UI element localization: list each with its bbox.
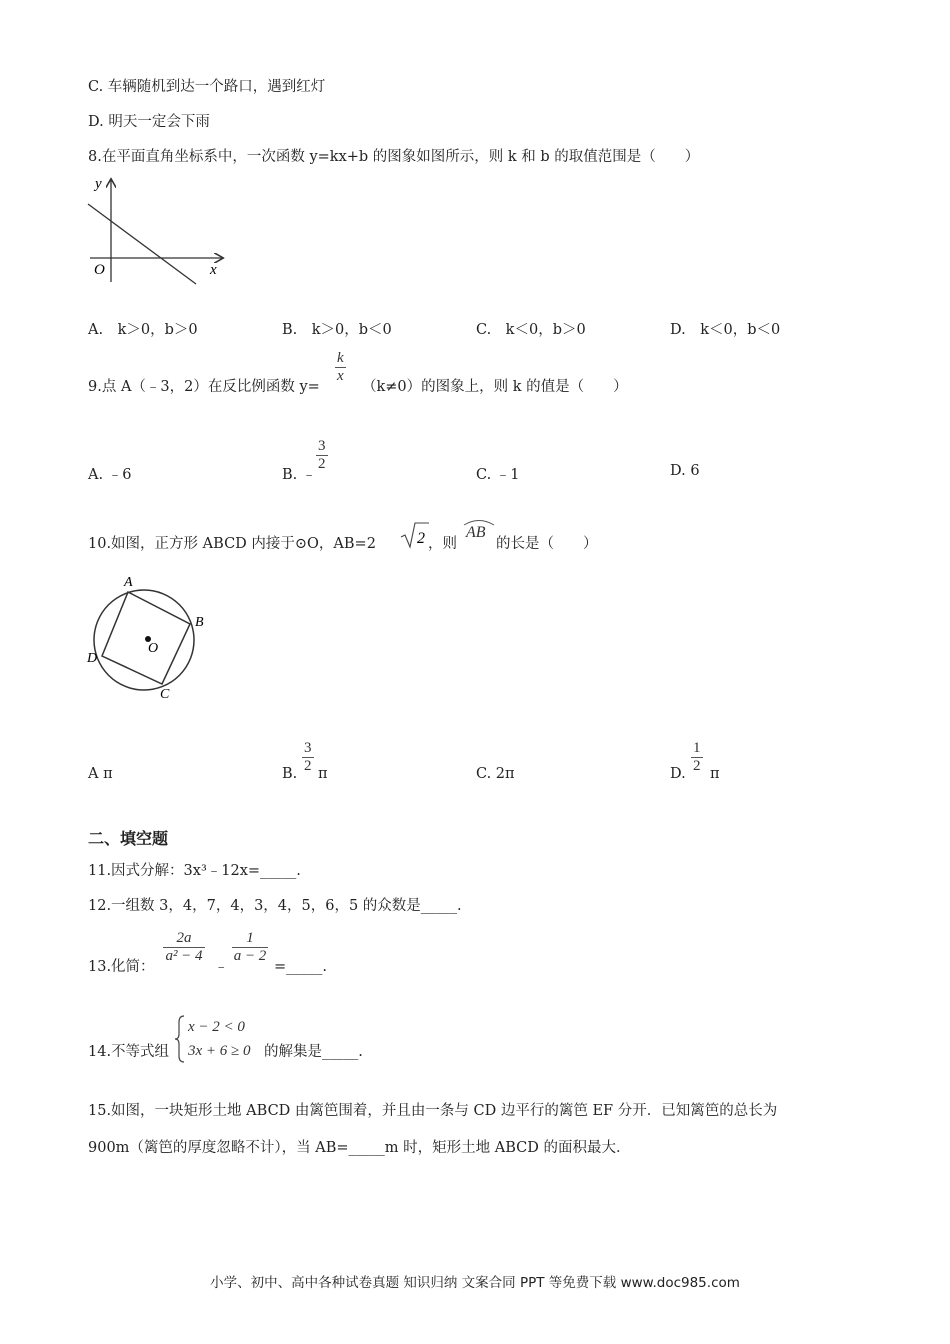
q10-option-d-suffix: π: [710, 766, 720, 782]
q10-option-b-prefix: B.: [282, 766, 298, 782]
q10-option-d-fraction: [691, 740, 703, 775]
option-d-text: D. 明天一定会下雨: [88, 114, 210, 130]
label-b: B: [195, 615, 204, 630]
question-10-prefix: 10.如图，正方形 ABCD 内接于⊙O，AB=2: [88, 536, 376, 552]
q10-option-b-numerator: 3: [304, 740, 312, 756]
question-10-suffix: 的长是（ ）: [496, 536, 598, 552]
q10-option-d-prefix: D.: [670, 766, 686, 782]
figure-square-in-circle: [84, 572, 214, 702]
q10-option-b-denominator: 2: [304, 758, 312, 774]
label-d: D: [87, 651, 98, 666]
q13-fraction-1-denominator: a² − 4: [165, 948, 203, 964]
inequality-1: x − 2 < 0: [188, 1019, 245, 1035]
q9-fraction-numerator: k: [337, 350, 344, 366]
y-axis-label: y: [95, 176, 102, 192]
q9-option-b-prefix: B. ﹣: [282, 467, 317, 483]
question-9-suffix: （k≠0）的图象上，则 k 的值是（ ）: [362, 379, 628, 395]
origin-label: O: [94, 262, 105, 278]
q13-minus: ﹣: [214, 959, 229, 975]
q9-option-c: C. ﹣1: [476, 467, 520, 483]
question-8: 8.在平面直角坐标系中，一次函数 y=kx+b 的图象如图所示，则 k 和 b 的取值范围是（ ）: [88, 149, 700, 165]
q9-option-b-denominator: 2: [318, 456, 326, 472]
question-12: 12.一组数 3，4，7，4，3，4，5，6，5 的众数是_____.: [88, 898, 462, 914]
question-15-line-1: 15.如图，一块矩形土地 ABCD 由篱笆围着，并且由一条与 CD 边平行的篱笆 EF 分开．已知篱笆的总长为: [88, 1103, 778, 1119]
system-brace: [174, 1014, 186, 1064]
q10-option-b-suffix: π: [318, 766, 328, 782]
label-o: O: [148, 641, 159, 656]
q10-option-b-fraction: [302, 740, 314, 775]
q13-fraction-2-numerator: 1: [246, 930, 254, 946]
q9-option-a: A. ﹣6: [88, 467, 132, 483]
q10-option-d-numerator: 1: [693, 740, 701, 756]
question-9-prefix: 9.点 A（﹣3，2）在反比例函数 y=: [88, 379, 320, 395]
q9-fraction-denominator: x: [337, 368, 344, 384]
q10-option-c: C. 2π: [476, 766, 515, 782]
q13-fraction-1-numerator: 2a: [176, 930, 192, 946]
sqrt-symbol: [400, 520, 430, 550]
q9-option-b-numerator: 3: [318, 438, 326, 454]
q13-fraction-1: [160, 930, 208, 965]
q8-option-a: A. k＞0，b＞0: [88, 322, 198, 338]
option-c-text: C. 车辆随机到达一个路口，遇到红灯: [88, 79, 326, 95]
q8-option-c: C. k＜0，b＞0: [476, 322, 586, 338]
page-footer: 小学、初中、高中各种试卷真题 知识归纳 文案合同 PPT 等免费下载 www.doc985.com: [210, 1275, 740, 1291]
inequality-2: 3x + 6 ≥ 0: [188, 1043, 251, 1059]
question-15-line-2: 900m（篱笆的厚度忽略不计），当 AB=_____m 时，矩形土地 ABCD 的面积最大．: [88, 1140, 631, 1156]
x-axis-label: x: [210, 262, 217, 278]
q9-option-b-fraction: [316, 438, 328, 473]
inequality-system: [188, 1015, 251, 1063]
q9-fraction: [335, 350, 346, 385]
q13-fraction-2-denominator: a − 2: [233, 948, 267, 964]
label-c: C: [160, 687, 170, 702]
q8-option-d: D. k＜0，b＜0: [670, 322, 781, 338]
figure-linear-function: [84, 172, 234, 287]
q13-fraction-2: [230, 930, 270, 965]
section-heading: 二、填空题: [88, 829, 169, 848]
question-14-suffix: 的解集是_____.: [264, 1044, 363, 1060]
q8-option-b: B. k＞0，b＜0: [282, 322, 392, 338]
question-14-prefix: 14.不等式组: [88, 1044, 170, 1060]
question-10-mid: ，则: [428, 536, 457, 552]
question-13-suffix: =_____.: [274, 959, 328, 975]
question-11: 11.因式分解：3x³﹣12x=_____.: [88, 863, 301, 879]
q10-option-a: A π: [88, 766, 113, 782]
arc-ab-text: AB: [466, 524, 486, 541]
question-13-prefix: 13.化简：: [88, 959, 155, 975]
sqrt-radicand: 2: [417, 530, 425, 547]
q9-option-d: D. 6: [670, 463, 700, 479]
label-a: A: [124, 575, 133, 590]
q10-option-d-denominator: 2: [693, 758, 701, 774]
